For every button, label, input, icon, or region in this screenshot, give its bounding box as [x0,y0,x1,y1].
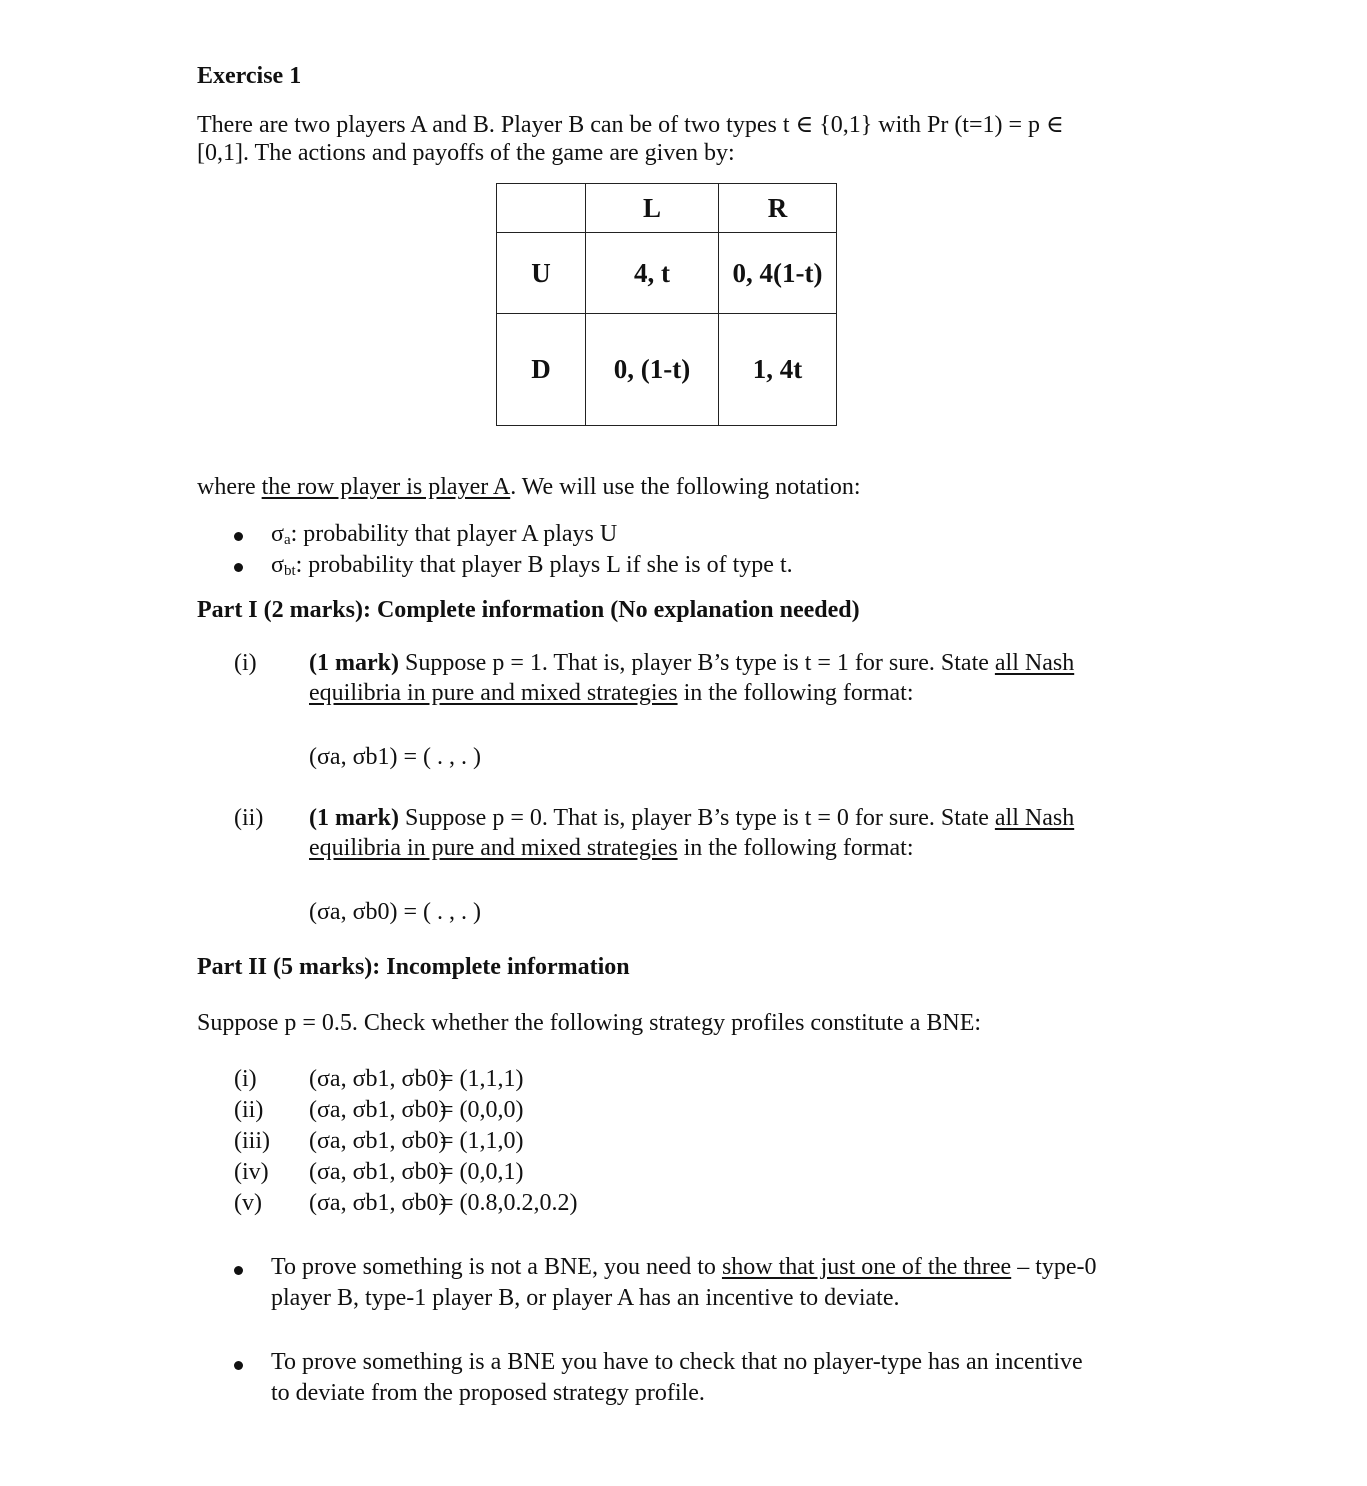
intro-line-2: [0,1]. The actions and payoffs of the game are given by: [197,140,735,166]
marks-label: (1 mark) [309,805,399,831]
profile-num: (iii) [234,1128,270,1154]
sigma-subscript: bt [283,563,296,579]
profile-rhs: = (0,0,0) [440,1097,524,1123]
profile-num: (ii) [234,1097,264,1123]
where-prefix: where [197,474,262,500]
marks-label: (1 mark) [309,650,399,676]
exercise-title: Exercise 1 [197,63,302,89]
row-header-u: U [497,233,586,314]
notation-text: : probability that player B plays L if she is of type t. [295,552,793,578]
item-underlined: all Nash [994,805,1075,831]
part1-item-i-line1 [309,650,1074,677]
profile-rhs: = (0,0,1) [440,1159,524,1185]
corner-cell [497,184,586,233]
payoff-table [496,183,837,426]
note-1-line-1 [271,1254,1097,1281]
item-text: in the following format: [677,680,914,706]
profile-rhs: = (1,1,0) [440,1128,524,1154]
part1-item-num: (ii) [234,805,264,831]
cell-u-r: 0, 4(1-t) [719,233,837,314]
notation-sigma-bt [271,552,793,579]
note-underlined: show that just one of the three [721,1254,1012,1280]
profile-rhs: = (0.8,0.2,0.2) [440,1190,578,1216]
part1-item-ii-format: (σa, σb0) = ( . , . ) [309,899,482,925]
bullet-icon [234,1266,243,1275]
note-2-line-2: to deviate from the proposed strategy profile. [271,1380,705,1406]
sigma-symbol: σ [271,552,284,578]
cell-d-r: 1, 4t [719,314,837,426]
intro-line-1: There are two players A and B. Player B can be of two types t ∈ {0,1} with Pr (t=1) = p ∈ [197,112,1064,138]
note-text: To prove something is not a BNE, you need to [271,1254,722,1280]
part1-item-i-format: (σa, σb1) = ( . , . ) [309,744,482,770]
note-2-line-1: To prove something is a BNE you have to check that no player-type has an incentive [271,1349,1083,1375]
item-underlined: equilibria in pure and mixed strategies [309,835,678,861]
profile-lhs: (σa, σb1, σb0) [309,1066,447,1092]
note-text: – type-0 [1011,1254,1097,1280]
bullet-icon [234,1361,243,1370]
profile-num: (i) [234,1066,257,1092]
part2-heading: Part II (5 marks): Incomplete information [197,954,630,980]
part1-item-num: (i) [234,650,257,676]
part1-heading: Part I (2 marks): Complete information (No explanation needed) [197,597,860,623]
notation-sigma-a [271,521,617,548]
profile-lhs: (σa, σb1, σb0) [309,1159,447,1185]
where-suffix: . We will use the following notation: [510,474,861,500]
profile-num: (v) [234,1190,262,1216]
item-text: Suppose p = 1. That is, player B’s type is t = 1 for sure. State [398,650,995,676]
notation-text: : probability that player A plays U [290,521,618,547]
sigma-symbol: σ [271,521,284,547]
where-underlined: the row player is player A [261,474,511,500]
profile-lhs: (σa, σb1, σb0) [309,1097,447,1123]
bullet-icon [234,563,243,572]
part1-item-ii-line2 [309,835,914,862]
part2-intro: Suppose p = 0.5. Check whether the following strategy profiles constitute a BNE: [197,1010,982,1036]
profile-lhs: (σa, σb1, σb0) [309,1190,447,1216]
note-1-line-2: player B, type-1 player B, or player A has an incentive to deviate. [271,1285,900,1311]
item-underlined: all Nash [994,650,1075,676]
cell-u-l: 4, t [586,233,719,314]
row-header-d: D [497,314,586,426]
item-text: Suppose p = 0. That is, player B’s type is t = 0 for sure. State [398,805,995,831]
part1-item-ii-line1 [309,805,1074,832]
bullet-icon [234,532,243,541]
col-header-l: L [586,184,719,233]
profile-rhs: = (1,1,1) [440,1066,524,1092]
col-header-r: R [719,184,837,233]
profile-lhs: (σa, σb1, σb0) [309,1128,447,1154]
where-sentence [197,474,860,501]
cell-d-l: 0, (1-t) [586,314,719,426]
item-text: in the following format: [677,835,914,861]
profile-num: (iv) [234,1159,269,1185]
part1-item-i-line2 [309,680,914,707]
item-underlined: equilibria in pure and mixed strategies [309,680,678,706]
sigma-subscript: a [283,532,291,548]
